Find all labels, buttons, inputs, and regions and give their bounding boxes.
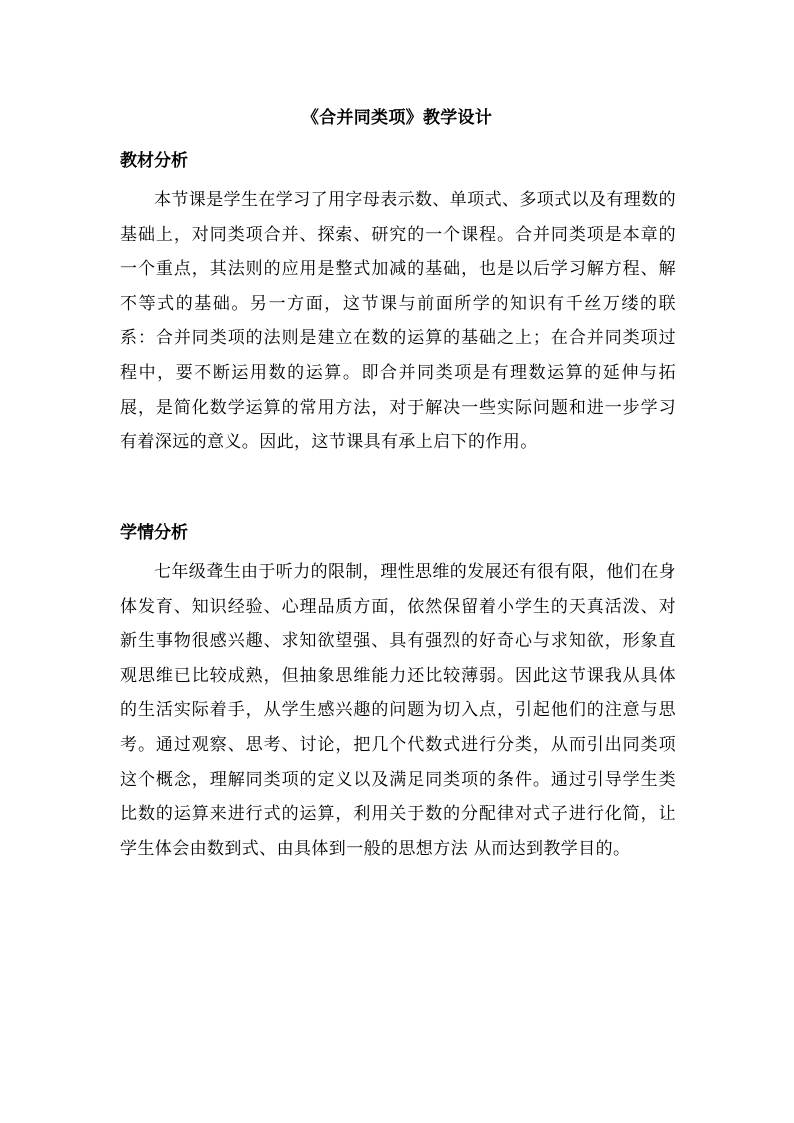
learner-analysis-paragraph: 七年级聋生由于听力的限制，理性思维的发展还有很有限，他们在身体发育、知识经验、心理品质方面，依然保留着小学生的天真活泼、对新生事物很感兴趣、求知欲望强、具有强烈的好奇心与求知欲，形象直观思维已比较成熟，但抽象思维能力还比较薄弱。因此这节课我从具体的生活实际着手，从学生感兴趣的问题为切入点，引起他们的注意与思考。通过观察、思考、讨论，把几个代数式进行分类，从而引出同类项这个概念，理解同类项的定义以及满足同类项的条件。通过引导学生类比数的运算来进行式的运算，利用关于数的分配律对式子进行化简，让学生体会由数到式、由具体到一般的思想方法 从而达到教学目的。	[120, 562, 676, 859]
section-heading-learner-analysis: 学情分析	[120, 523, 188, 543]
document-title: 《合并同类项》教学设计	[301, 108, 493, 128]
textbook-analysis-paragraph: 本节课是学生在学习了用字母表示数、单项式、多项式以及有理数的基础上，对同类项合并、探索、研究的一个课程。合并同类项是本章的一个重点，其法则的应用是整式加减的基础，也是以后学习解方程、解不等式的基础。另一方面，这节课与前面所学的知识有千丝万缕的联系：合并同类项的法则是建立在数的运算的基础之上；在合并同类项过程中，要不断运用数的运算。即合并同类项是有理数运算的延伸与拓展，是简化数学运算的常用方法，对于解决一些实际问题和进一步学习有着深远的意义。因此，这节课具有承上启下的作用。	[120, 190, 676, 453]
section-heading-textbook-analysis: 教材分析	[120, 151, 188, 171]
